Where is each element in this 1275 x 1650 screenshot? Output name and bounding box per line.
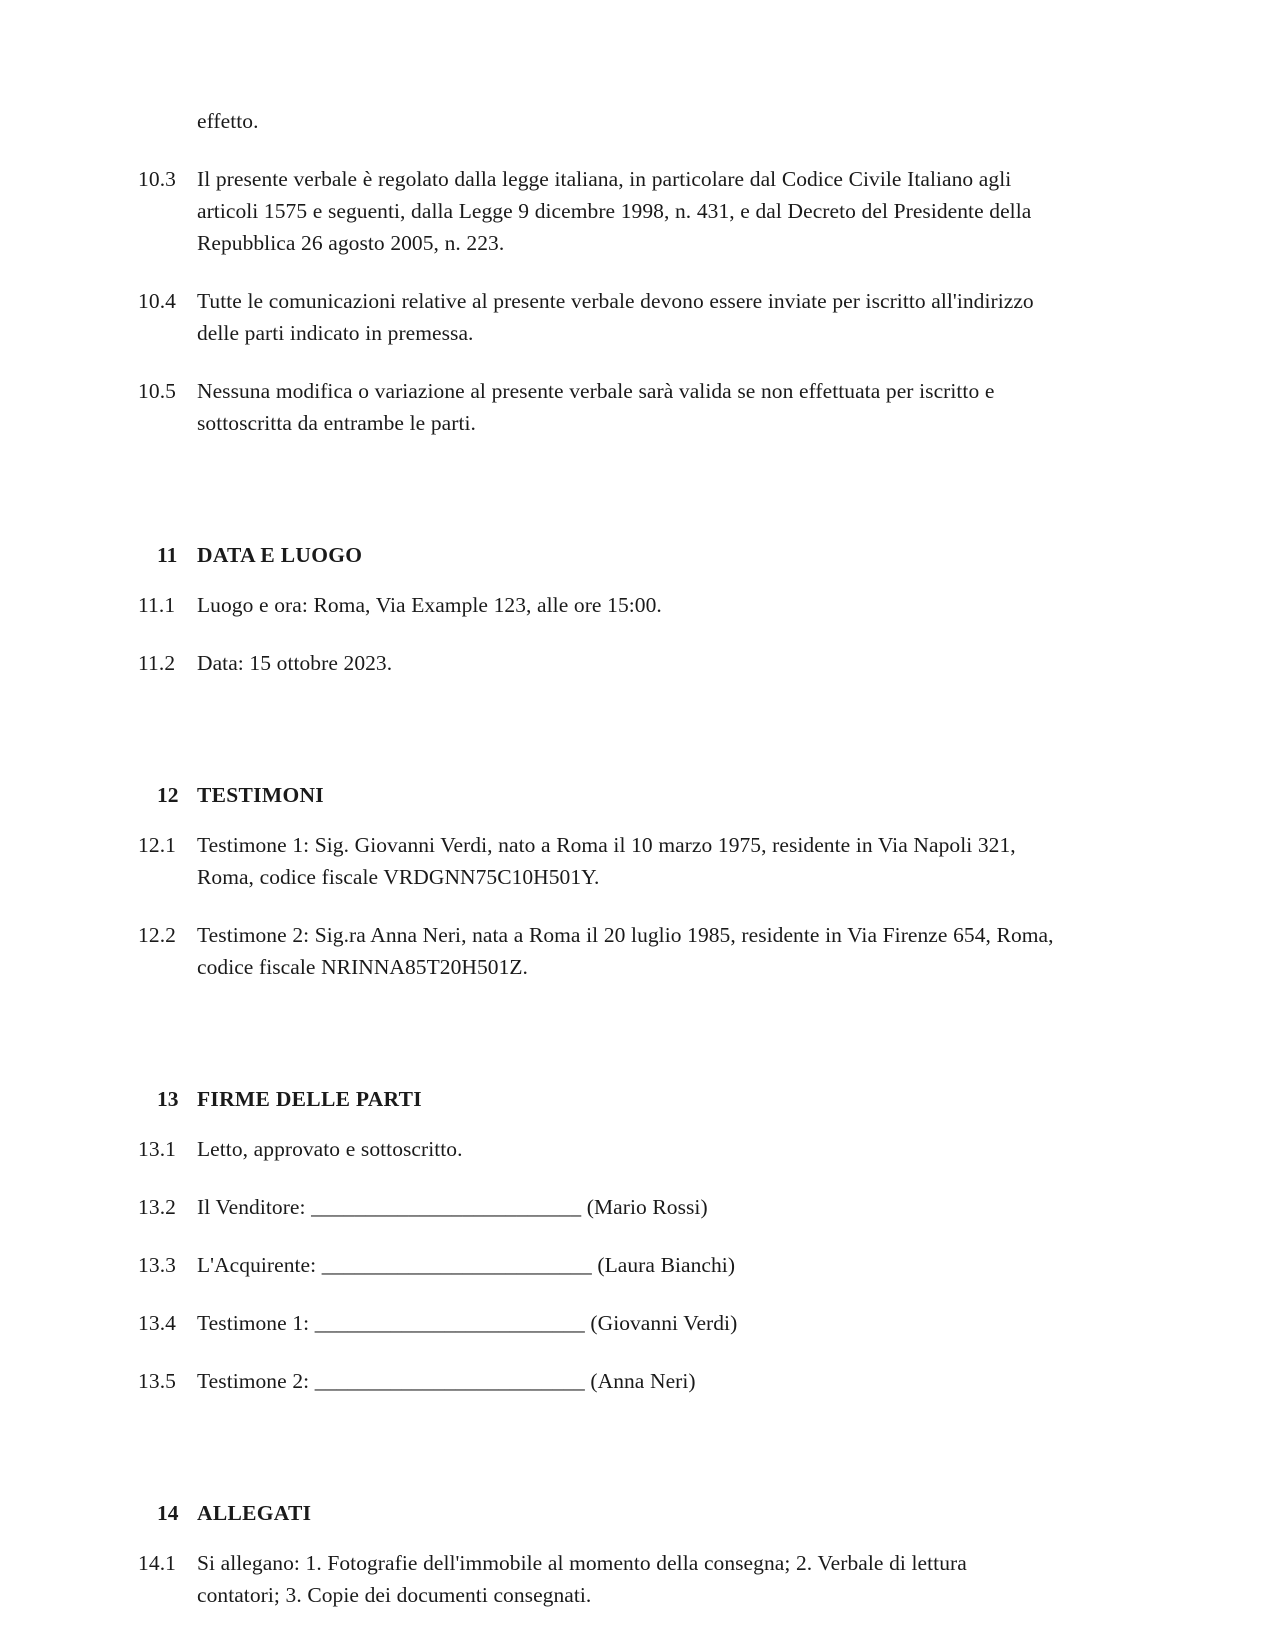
section-heading-11 bbox=[138, 539, 1055, 571]
section-title: TESTIMONI bbox=[197, 783, 324, 807]
clause-text: Nessuna modifica o variazione al presente verbale sarà valida se non effettuata per iscritto e sottoscritta da entrambe le parti. bbox=[197, 379, 995, 435]
clause-number: 13.4 bbox=[138, 1311, 177, 1335]
section-heading-12 bbox=[138, 779, 1055, 811]
clause-13-4 bbox=[138, 1307, 1055, 1339]
clause-10-5 bbox=[138, 375, 1055, 439]
section-spacer bbox=[138, 705, 1055, 779]
section-title: ALLEGATI bbox=[197, 1501, 312, 1525]
clause-11-1 bbox=[138, 589, 1055, 621]
heading-spacer bbox=[138, 1115, 1055, 1133]
section-title: FIRME DELLE PARTI bbox=[197, 1087, 422, 1111]
signature-line-witness-2: Testimone 2: _________________________ (Anna Neri) bbox=[197, 1369, 696, 1393]
signature-line-buyer: L'Acquirente: _________________________ (Laura Bianchi) bbox=[197, 1253, 736, 1277]
clause-continuation bbox=[138, 105, 1055, 137]
clause-12-2 bbox=[138, 919, 1055, 983]
signature-line-seller: Il Venditore: _________________________ (Mario Rossi) bbox=[197, 1195, 708, 1219]
clause-text: Letto, approvato e sottoscritto. bbox=[197, 1137, 463, 1161]
section-heading-14 bbox=[138, 1497, 1055, 1529]
section-number: 13 bbox=[157, 1087, 179, 1111]
clause-13-1 bbox=[138, 1133, 1055, 1165]
section-number: 12 bbox=[157, 783, 179, 807]
clause-13-5 bbox=[138, 1365, 1055, 1397]
clause-12-1 bbox=[138, 829, 1055, 893]
clause-number: 10.3 bbox=[138, 167, 177, 191]
signature-line-witness-1: Testimone 1: _________________________ (Giovanni Verdi) bbox=[197, 1311, 738, 1335]
clause-11-2 bbox=[138, 647, 1055, 679]
clause-text: Testimone 2: Sig.ra Anna Neri, nata a Roma il 20 luglio 1985, residente in Via Firenze 654, Roma, codice fiscale NRINNA85T20H501Z. bbox=[197, 923, 1054, 979]
section-number: 14 bbox=[157, 1501, 179, 1525]
section-spacer bbox=[138, 1423, 1055, 1497]
clause-number: 10.4 bbox=[138, 289, 177, 313]
clause-14-1 bbox=[138, 1547, 1055, 1611]
clause-text: Si allegano: 1. Fotografie dell'immobile al momento della consegna; 2. Verbale di lettura contatori; 3. Copie dei documenti consegnati. bbox=[197, 1551, 967, 1607]
clause-text: Luogo e ora: Roma, Via Example 123, alle ore 15:00. bbox=[197, 593, 662, 617]
clause-text: effetto. bbox=[197, 109, 259, 133]
section-spacer bbox=[138, 465, 1055, 539]
clause-number: 11.1 bbox=[138, 593, 176, 617]
clause-text: Il presente verbale è regolato dalla legge italiana, in particolare dal Codice Civile Italiano agli articoli 1575 e seguenti, dalla Legge 9 dicembre 1998, n. 431, e dal Decreto del Presidente della Repubblica 26 agosto 2005, n. 223. bbox=[197, 167, 1032, 255]
heading-spacer bbox=[138, 811, 1055, 829]
clause-text: Data: 15 ottobre 2023. bbox=[197, 651, 393, 675]
clause-text: Tutte le comunicazioni relative al presente verbale devono essere inviate per iscritto all'indirizzo delle parti indicato in premessa. bbox=[197, 289, 1034, 345]
clause-number: 13.1 bbox=[138, 1137, 177, 1161]
section-number: 11 bbox=[157, 543, 178, 567]
heading-spacer bbox=[138, 571, 1055, 589]
clause-number: 13.3 bbox=[138, 1253, 177, 1277]
section-spacer bbox=[138, 1009, 1055, 1083]
clause-number: 14.1 bbox=[138, 1551, 177, 1575]
section-heading-13 bbox=[138, 1083, 1055, 1115]
clause-number: 13.5 bbox=[138, 1369, 177, 1393]
clause-number: 12.1 bbox=[138, 833, 177, 857]
clause-13-2 bbox=[138, 1191, 1055, 1223]
heading-spacer bbox=[138, 1529, 1055, 1547]
clause-number: 10.5 bbox=[138, 379, 177, 403]
clause-number: 13.2 bbox=[138, 1195, 177, 1219]
clause-number: 11.2 bbox=[138, 651, 176, 675]
clause-number: 12.2 bbox=[138, 923, 177, 947]
clause-13-3 bbox=[138, 1249, 1055, 1281]
section-title: DATA E LUOGO bbox=[197, 543, 363, 567]
clause-10-4 bbox=[138, 285, 1055, 349]
clause-10-3 bbox=[138, 163, 1055, 259]
clause-text: Testimone 1: Sig. Giovanni Verdi, nato a Roma il 10 marzo 1975, residente in Via Napoli 321, Roma, codice fiscale VRDGNN75C10H501Y. bbox=[197, 833, 1016, 889]
